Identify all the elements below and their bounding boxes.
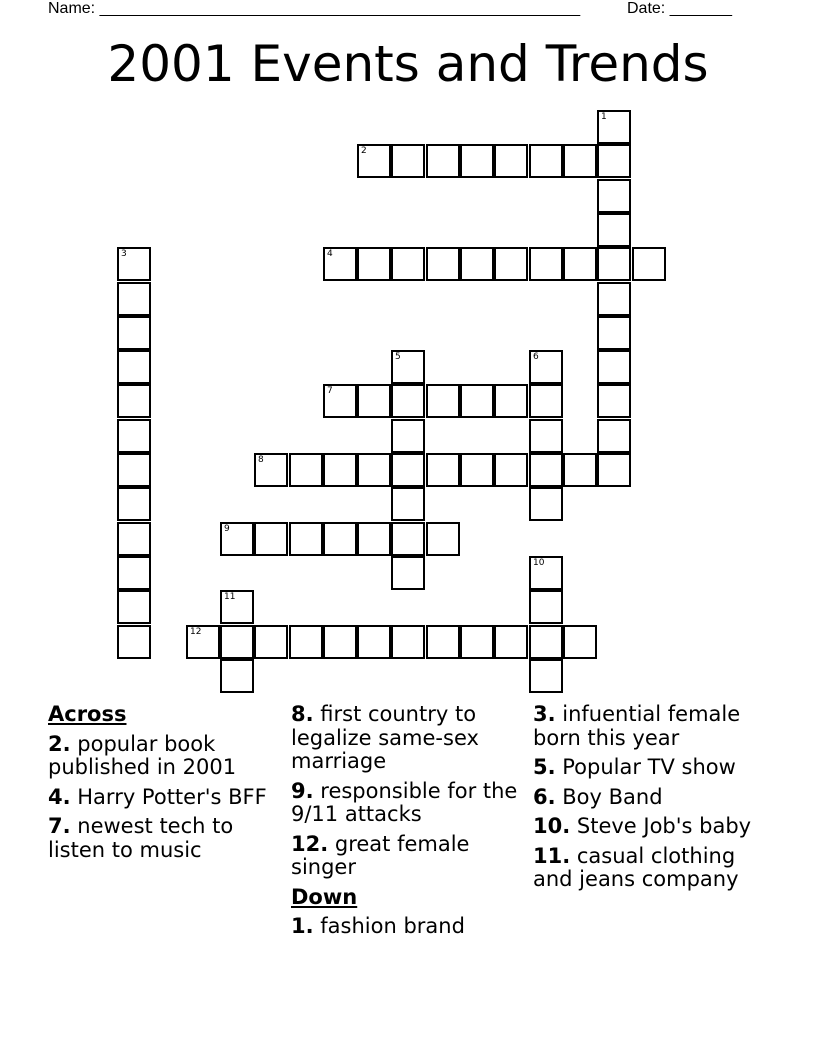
page-title: 2001 Events and Trends bbox=[107, 35, 709, 93]
clue-text: infuential female born this year bbox=[533, 702, 741, 750]
crossword-cell[interactable] bbox=[426, 625, 460, 659]
clue-text: Popular TV show bbox=[555, 755, 736, 779]
crossword-cell[interactable] bbox=[220, 590, 254, 624]
crossword-cell[interactable] bbox=[391, 384, 425, 418]
crossword-cell[interactable] bbox=[117, 384, 151, 418]
crossword-cell[interactable] bbox=[254, 453, 288, 487]
crossword-cell[interactable] bbox=[254, 625, 288, 659]
cell-number: 12 bbox=[190, 627, 202, 637]
crossword-cell[interactable] bbox=[117, 350, 151, 384]
clue-text: great female singer bbox=[291, 831, 470, 879]
crossword-cell[interactable] bbox=[357, 625, 391, 659]
clue-down-5 bbox=[533, 756, 768, 780]
crossword-cell[interactable] bbox=[117, 247, 151, 281]
cell-number: 10 bbox=[533, 558, 545, 568]
clue-text: fashion brand bbox=[313, 914, 465, 938]
crossword-cell[interactable] bbox=[323, 453, 357, 487]
across-heading: Across bbox=[48, 702, 127, 726]
clue-column-2 bbox=[291, 703, 526, 945]
crossword-cell[interactable] bbox=[391, 247, 425, 281]
crossword-cell[interactable] bbox=[391, 625, 425, 659]
crossword-cell[interactable] bbox=[289, 522, 323, 556]
clue-text: Boy Band bbox=[555, 784, 663, 809]
crossword-cell[interactable] bbox=[391, 556, 425, 590]
crossword-cell[interactable] bbox=[494, 453, 528, 487]
crossword-cell[interactable] bbox=[117, 556, 151, 590]
crossword-cell[interactable] bbox=[597, 419, 631, 453]
clue-number: 12. bbox=[291, 831, 329, 856]
crossword-cell[interactable] bbox=[357, 247, 391, 281]
clue-down-1 bbox=[291, 915, 526, 939]
crossword-cell[interactable] bbox=[597, 247, 631, 281]
crossword-cell[interactable] bbox=[357, 522, 391, 556]
crossword-cell[interactable] bbox=[426, 384, 460, 418]
clue-across-7 bbox=[48, 815, 283, 862]
crossword-cell[interactable] bbox=[426, 144, 460, 178]
cell-number: 2 bbox=[361, 146, 367, 156]
crossword-cell[interactable] bbox=[220, 625, 254, 659]
clue-across-12 bbox=[291, 833, 526, 880]
clue-text: casual clothing and jeans company bbox=[533, 843, 739, 891]
clue-column-3 bbox=[533, 703, 768, 898]
crossword-cell[interactable] bbox=[563, 453, 597, 487]
clue-number: 10. bbox=[533, 814, 571, 838]
cell-number: 3 bbox=[121, 249, 127, 259]
crossword-cell[interactable] bbox=[494, 625, 528, 659]
crossword-cell[interactable] bbox=[529, 556, 563, 590]
crossword-cell[interactable] bbox=[323, 247, 357, 281]
clue-down-6 bbox=[533, 786, 768, 810]
crossword-cell[interactable] bbox=[220, 522, 254, 556]
crossword-cell[interactable] bbox=[186, 625, 220, 659]
crossword-cell[interactable] bbox=[597, 282, 631, 316]
cell-number: 9 bbox=[224, 524, 230, 534]
clue-text: Harry Potter's BFF bbox=[70, 784, 267, 809]
crossword-cell[interactable] bbox=[597, 453, 631, 487]
clue-number: 11. bbox=[533, 843, 571, 868]
crossword-cell[interactable] bbox=[529, 659, 563, 693]
cell-number: 6 bbox=[533, 352, 539, 362]
crossword-cell[interactable] bbox=[529, 144, 563, 178]
crossword-cell[interactable] bbox=[529, 453, 563, 487]
clue-text: popular book published in 2001 bbox=[48, 731, 237, 779]
crossword-cell[interactable] bbox=[563, 625, 597, 659]
crossword-cell[interactable] bbox=[323, 625, 357, 659]
crossword-cell[interactable] bbox=[117, 316, 151, 350]
crossword-cell[interactable] bbox=[529, 350, 563, 384]
clue-number: 9. bbox=[291, 778, 314, 803]
crossword-cell[interactable] bbox=[323, 384, 357, 418]
crossword-cell[interactable] bbox=[254, 522, 288, 556]
crossword-cell[interactable] bbox=[391, 350, 425, 384]
cell-number: 11 bbox=[224, 592, 236, 602]
crossword-cell[interactable] bbox=[426, 247, 460, 281]
crossword-cell[interactable] bbox=[563, 247, 597, 281]
crossword-cell[interactable] bbox=[529, 625, 563, 659]
crossword-cell[interactable] bbox=[597, 350, 631, 384]
clue-number: 6. bbox=[533, 784, 556, 809]
clue-text: responsible for the 9/11 attacks bbox=[291, 778, 518, 826]
clue-number: 7. bbox=[48, 814, 71, 838]
clue-down-11 bbox=[533, 845, 768, 892]
crossword-cell[interactable] bbox=[323, 522, 357, 556]
crossword-cell[interactable] bbox=[529, 384, 563, 418]
crossword-cell[interactable] bbox=[460, 384, 494, 418]
crossword-cell[interactable] bbox=[117, 590, 151, 624]
down-heading: Down bbox=[291, 884, 358, 909]
crossword-cell[interactable] bbox=[597, 213, 631, 247]
date-field[interactable]: Date: _______ bbox=[627, 0, 732, 17]
cell-number: 8 bbox=[258, 455, 264, 465]
clue-down-10 bbox=[533, 815, 768, 839]
clue-number: 1. bbox=[291, 914, 314, 938]
cell-number: 7 bbox=[327, 386, 333, 396]
clue-across-8 bbox=[291, 703, 526, 774]
clue-text: first country to legalize same-sex marriage bbox=[291, 702, 479, 773]
crossword-cell[interactable] bbox=[117, 419, 151, 453]
clue-number: 3. bbox=[533, 702, 556, 726]
clue-number: 4. bbox=[48, 784, 71, 809]
crossword-cell[interactable] bbox=[357, 384, 391, 418]
crossword-cell[interactable] bbox=[597, 316, 631, 350]
cell-number: 4 bbox=[327, 249, 333, 259]
crossword-cell[interactable] bbox=[529, 590, 563, 624]
crossword-cell[interactable] bbox=[391, 487, 425, 521]
crossword-cell[interactable] bbox=[117, 453, 151, 487]
clue-down-3 bbox=[533, 703, 768, 750]
crossword-cell[interactable] bbox=[426, 522, 460, 556]
crossword-cell[interactable] bbox=[391, 453, 425, 487]
crossword-cell[interactable] bbox=[597, 179, 631, 213]
crossword-cell[interactable] bbox=[597, 144, 631, 178]
clue-across-4 bbox=[48, 786, 283, 810]
clue-across-9 bbox=[291, 780, 526, 827]
clue-number: 8. bbox=[291, 702, 314, 726]
crossword-cell[interactable] bbox=[460, 625, 494, 659]
crossword-cell[interactable] bbox=[426, 453, 460, 487]
crossword-cell[interactable] bbox=[529, 487, 563, 521]
crossword-cell[interactable] bbox=[597, 384, 631, 418]
crossword-cell[interactable] bbox=[494, 384, 528, 418]
crossword-cell[interactable] bbox=[460, 247, 494, 281]
crossword-cell[interactable] bbox=[391, 419, 425, 453]
clue-text: Steve Job's baby bbox=[570, 814, 752, 838]
crossword-cell[interactable] bbox=[117, 282, 151, 316]
crossword-cell[interactable] bbox=[494, 144, 528, 178]
clue-across-2 bbox=[48, 733, 283, 780]
name-field[interactable]: Name: ______________________________________________________ bbox=[48, 0, 581, 17]
crossword-cell[interactable] bbox=[357, 453, 391, 487]
crossword-cell[interactable] bbox=[529, 247, 563, 281]
cell-number: 1 bbox=[601, 112, 607, 122]
clue-number: 5. bbox=[533, 755, 556, 779]
crossword-cell[interactable] bbox=[289, 625, 323, 659]
crossword-cell[interactable] bbox=[529, 419, 563, 453]
crossword-cell[interactable] bbox=[597, 110, 631, 144]
crossword-cell[interactable] bbox=[632, 247, 666, 281]
clue-column-1 bbox=[48, 703, 283, 868]
crossword-cell[interactable] bbox=[117, 522, 151, 556]
cell-number: 5 bbox=[395, 352, 401, 362]
crossword-cell[interactable] bbox=[117, 487, 151, 521]
clue-number: 2. bbox=[48, 731, 71, 756]
crossword-cell[interactable] bbox=[460, 144, 494, 178]
crossword-cell[interactable] bbox=[117, 625, 151, 659]
crossword-cell[interactable] bbox=[357, 144, 391, 178]
crossword-cell[interactable] bbox=[220, 659, 254, 693]
crossword-cell[interactable] bbox=[391, 144, 425, 178]
crossword-cell[interactable] bbox=[289, 453, 323, 487]
crossword-cell[interactable] bbox=[460, 453, 494, 487]
clue-text: newest tech to listen to music bbox=[48, 814, 234, 862]
crossword-cell[interactable] bbox=[494, 247, 528, 281]
crossword-cell[interactable] bbox=[391, 522, 425, 556]
crossword-cell[interactable] bbox=[563, 144, 597, 178]
